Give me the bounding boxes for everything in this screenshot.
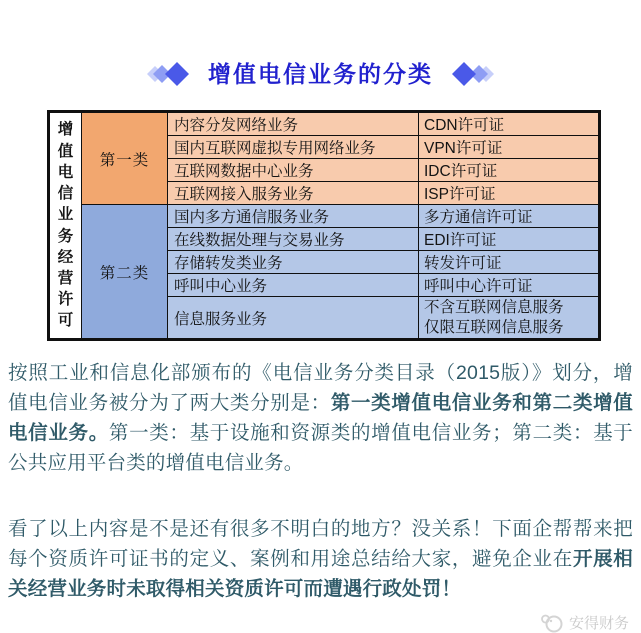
license-cell: ISP许可证 xyxy=(419,182,600,205)
license-cell: 呼叫中心许可证 xyxy=(419,274,600,297)
right-diamonds-icon xyxy=(447,57,495,91)
title-row xyxy=(0,56,641,92)
business-cell: 国内多方通信服务业务 xyxy=(168,205,419,228)
business-cell: 互联网接入服务业务 xyxy=(168,182,419,205)
left-diamonds-icon xyxy=(146,57,194,91)
paragraph-classification xyxy=(8,358,633,478)
business-cell: 互联网数据中心业务 xyxy=(168,159,419,182)
license-cell: IDC许可证 xyxy=(419,159,600,182)
category-1-cell: 第一类 xyxy=(82,112,168,205)
business-cell: 国内互联网虚拟专用网络业务 xyxy=(168,136,419,159)
business-cell: 呼叫中心业务 xyxy=(168,274,419,297)
license-cell xyxy=(419,297,600,340)
license-cell: 转发许可证 xyxy=(419,251,600,274)
paragraph1-post: 第一类：基于设施和资源类的增值电信业务；第二类：基于公共应用平台类的增值电信业务。 xyxy=(8,422,633,474)
vertical-header-cell: 增值电信业务经营许可 xyxy=(49,112,82,340)
category-2-cell: 第二类 xyxy=(82,205,168,340)
business-cell: 在线数据处理与交易业务 xyxy=(168,228,419,251)
business-cell: 内容分发网络业务 xyxy=(168,112,419,136)
paragraph1-bold: 第一类增值电信业务和第二类增值电信业务。 xyxy=(8,392,633,444)
paragraph2-bold: 开展相关经营业务时未取得相关资质许可而遭遇行政处罚！ xyxy=(8,548,633,600)
table-row xyxy=(49,112,600,136)
paragraph2-pre: 看了以上内容是不是还有很多不明白的地方？没关系！下面企帮帮来把每个资质许可证书的定义、案例和用途总结给大家，避免企业在 xyxy=(8,518,633,570)
page-title: 增值电信业务的分类 xyxy=(208,60,433,87)
watermark-logo-icon xyxy=(540,613,564,633)
classification-table xyxy=(47,110,601,341)
table-row xyxy=(49,205,600,228)
license-cell: 多方通信许可证 xyxy=(419,205,600,228)
license-line-2: 仅限互联网信息服务 xyxy=(424,318,564,336)
license-cell: CDN许可证 xyxy=(419,112,600,136)
paragraph-explanation xyxy=(8,514,633,604)
license-cell: VPN许可证 xyxy=(419,136,600,159)
paragraph1-pre: 按照工业和信息化部颁布的《电信业务分类目录（2015版）》划分，增值电信业务被分为了两大类分别是： xyxy=(8,362,633,414)
business-cell: 信息服务业务 xyxy=(168,297,419,340)
watermark-label: 安得财务 xyxy=(568,615,629,632)
watermark xyxy=(0,612,629,633)
business-cell: 存储转发类业务 xyxy=(168,251,419,274)
license-cell: EDI许可证 xyxy=(419,228,600,251)
license-line-1: 不含互联网信息服务 xyxy=(424,298,564,316)
